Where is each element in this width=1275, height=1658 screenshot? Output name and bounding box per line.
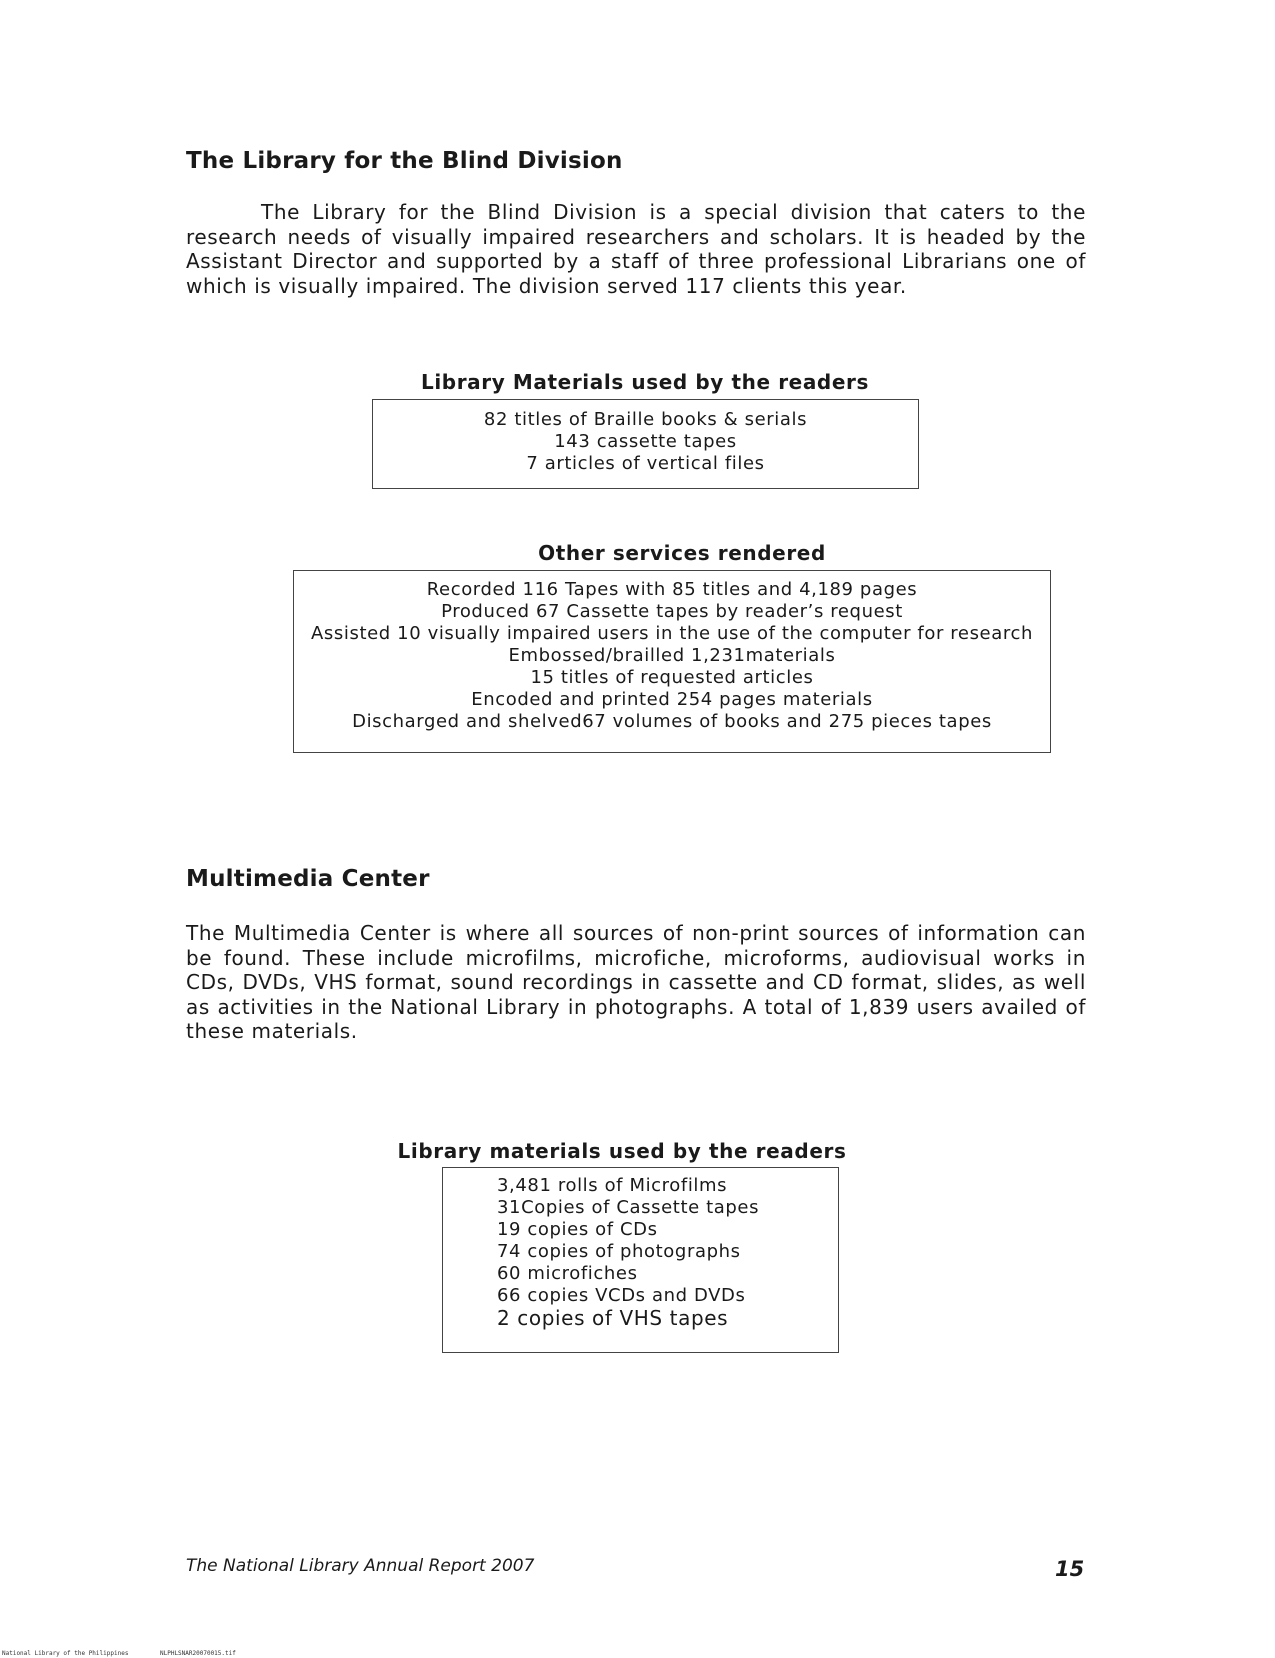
list-item: 66 copies VCDs and DVDs (497, 1285, 746, 1306)
blind-materials-list (373, 400, 918, 475)
services-list (294, 571, 1050, 733)
multimedia-paragraph: The Multimedia Center is where all sources of non-print sources of information can be found. These include microfilms, microfiche, microforms, audiovisual works in CDs, DVDs, VHS format, sound recordings in cassette and CD format, slides, as well as activities in the National Library in photographs. A total of 1,839 users availed of these materials. (186, 921, 1086, 1043)
list-item: 74 copies of photographs (497, 1241, 741, 1262)
list-item: Encoded and printed 254 pages materials (471, 689, 873, 710)
list-item: 3,481 rolls of Microfilms (497, 1175, 728, 1196)
blind-materials-box (372, 399, 919, 489)
multimedia-materials-list (443, 1168, 838, 1329)
services-box (293, 570, 1051, 753)
list-item: 2 copies of VHS tapes (497, 1306, 729, 1330)
services-title: Other services rendered (538, 541, 826, 565)
list-item: 82 titles of Braille books & serials (483, 409, 808, 430)
list-item: Discharged and shelved67 volumes of books and 275 pieces tapes (352, 711, 992, 732)
page-number: 15 (1055, 1557, 1085, 1581)
section-heading-multimedia: Multimedia Center (186, 866, 430, 892)
blind-division-paragraph: The Library for the Blind Division is a special division that caters to the research needs of visually impaired researchers and scholars. It is headed by the Assistant Director and supported by a staff of three professional Librarians one of which is visually impaired. The division served 117 clients this year. (186, 200, 1086, 298)
list-item: Assisted 10 visually impaired users in the use of the computer for research (311, 623, 1033, 644)
list-item: 15 titles of requested articles (530, 667, 814, 688)
list-item: Produced 67 Cassette tapes by reader’s request (441, 601, 903, 622)
list-item: Recorded 116 Tapes with 85 titles and 4,189 pages (426, 579, 918, 600)
list-item: 143 cassette tapes (554, 431, 737, 452)
scan-stamp-left: National Library of the Philippines (2, 1650, 129, 1657)
list-item: 60 microfiches (497, 1263, 638, 1284)
multimedia-materials-title: Library materials used by the readers (397, 1139, 847, 1163)
list-item: 7 articles of vertical files (526, 453, 765, 474)
blind-materials-title: Library Materials used by the readers (420, 370, 869, 394)
section-heading-blind: The Library for the Blind Division (186, 148, 623, 174)
multimedia-materials-box (442, 1167, 839, 1353)
scan-stamp-right: NLPHLSNAR20070015.tif (160, 1650, 236, 1657)
list-item: Embossed/brailled 1,231materials (508, 645, 836, 666)
list-item: 19 copies of CDs (497, 1219, 658, 1240)
list-item: 31Copies of Cassette tapes (497, 1197, 760, 1218)
footer-report-title: The National Library Annual Report 2007 (186, 1556, 535, 1576)
